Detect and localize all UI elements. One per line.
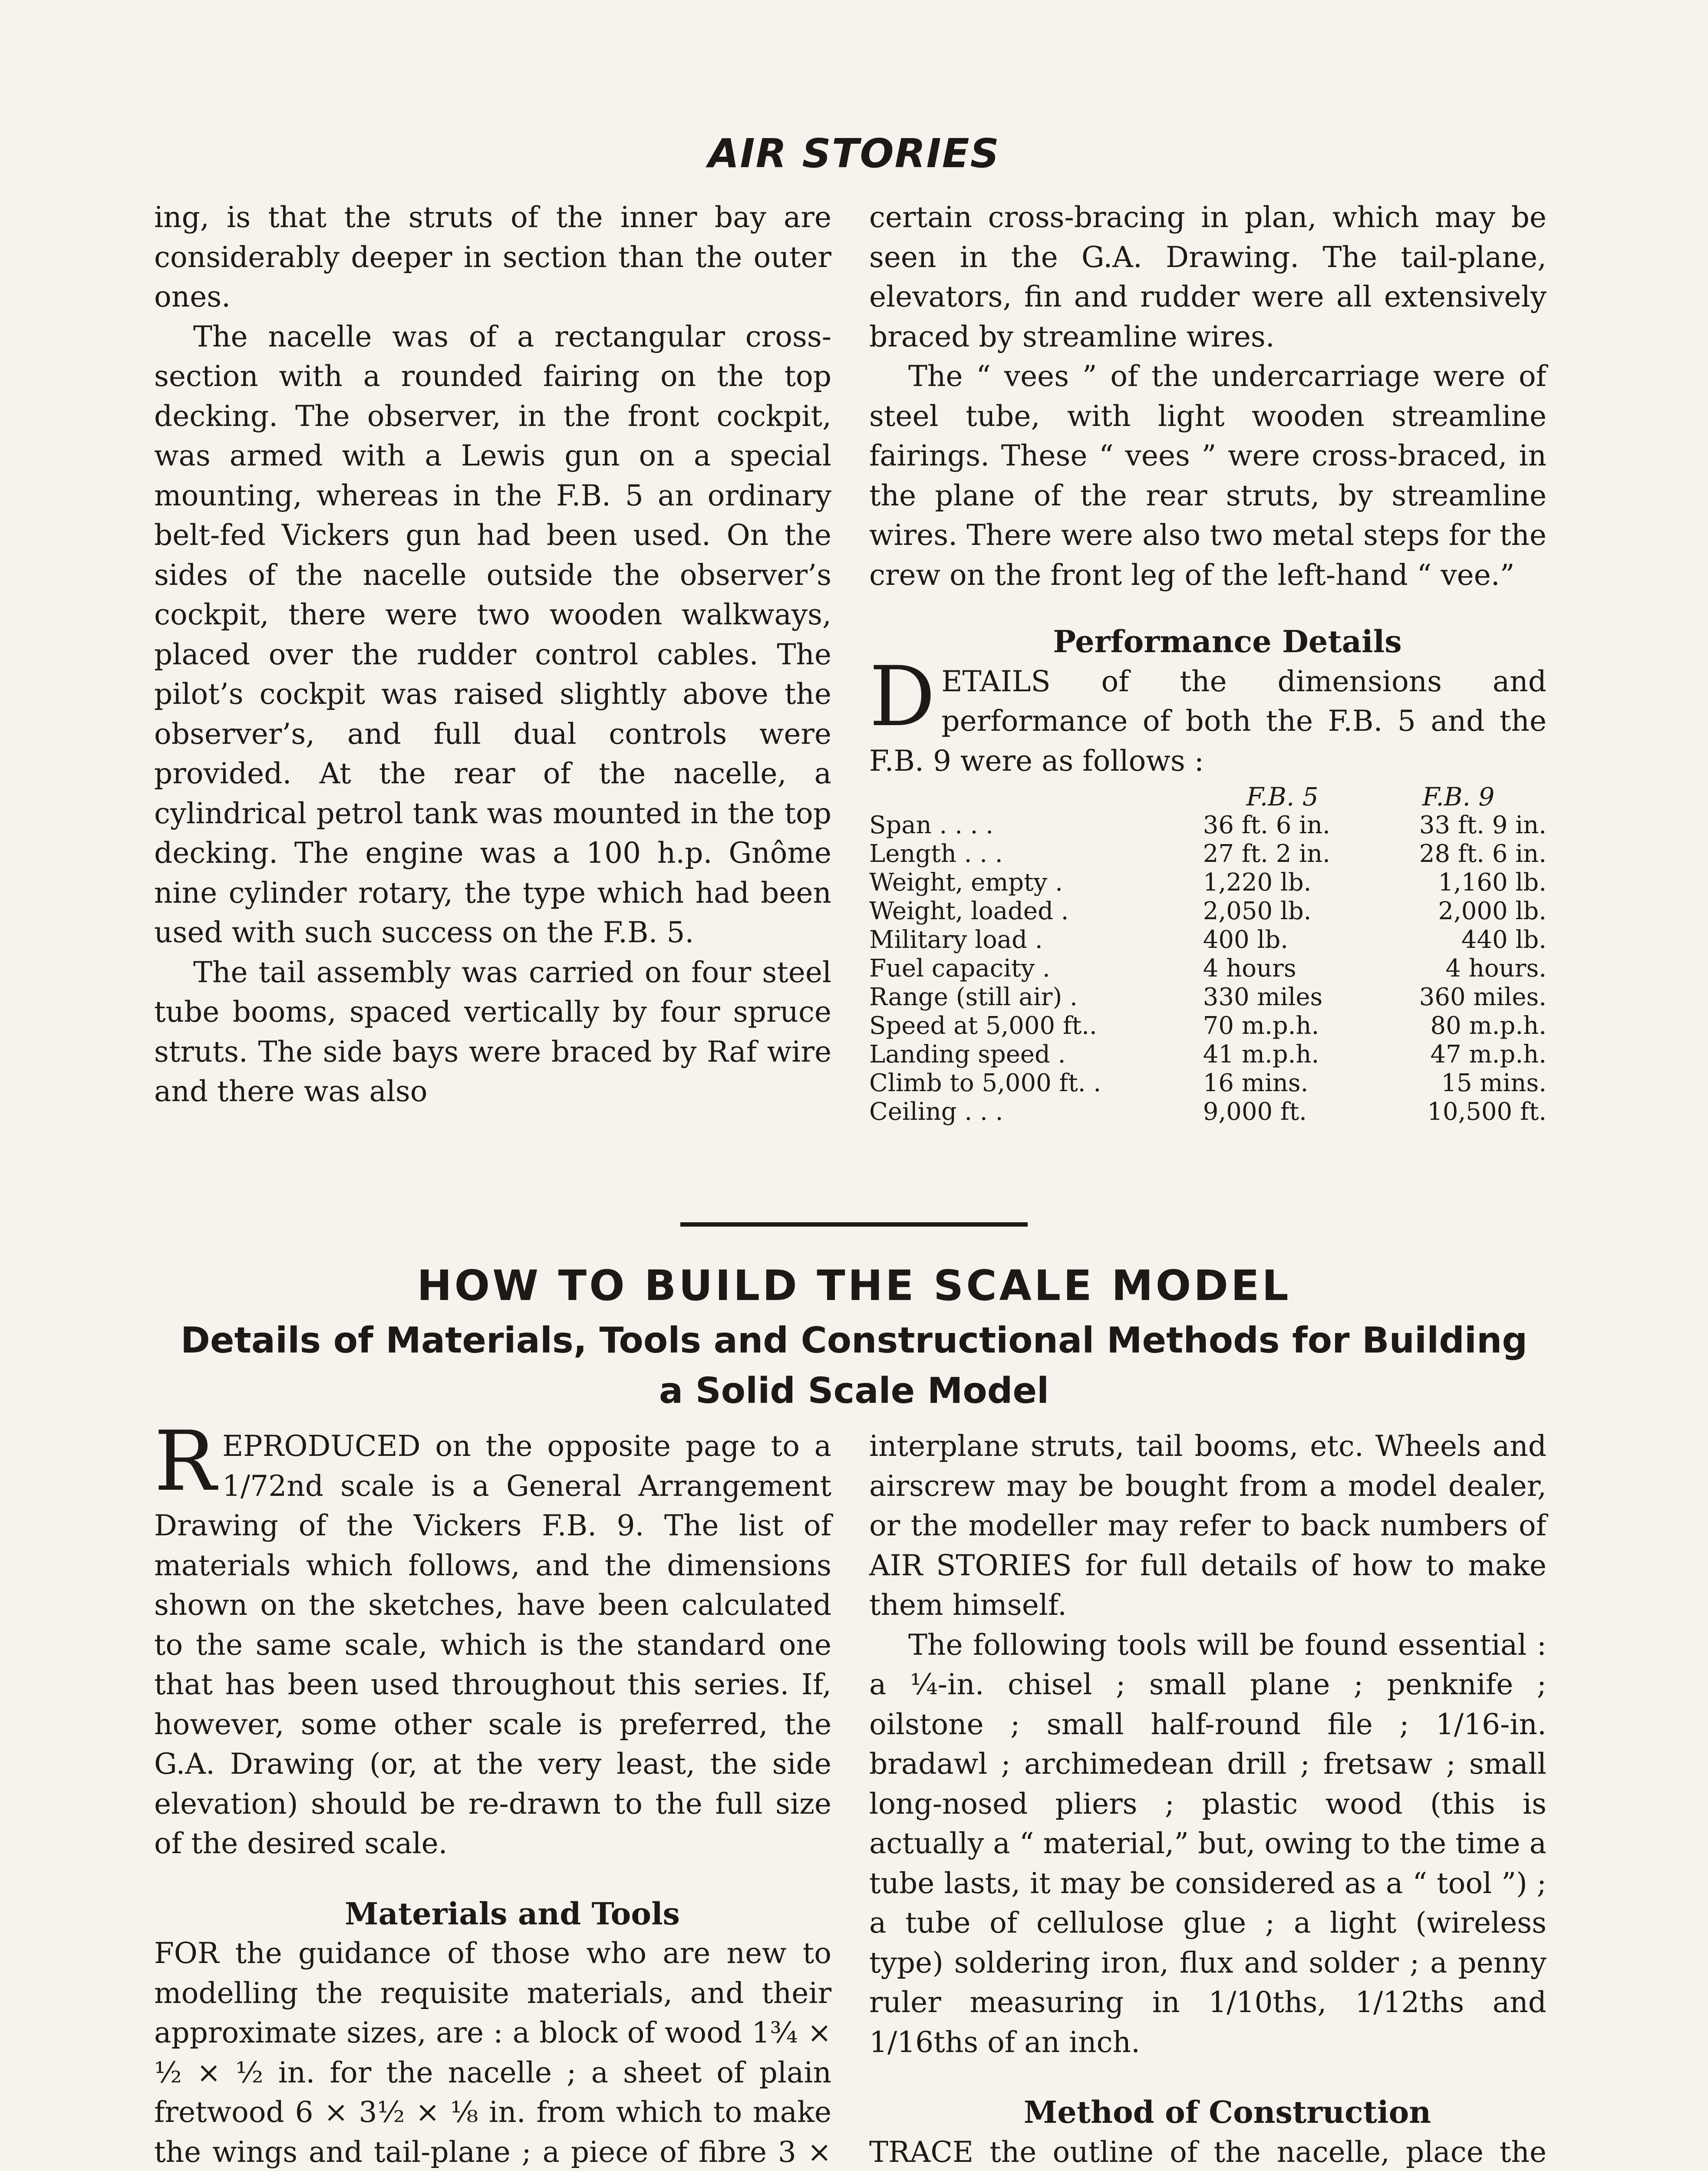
row-label: Weight, loaded . — [869, 897, 1069, 925]
table-row — [869, 1098, 1546, 1126]
performance-intro-text: ETAILS of the dimensions and performance of both the F.B. 5 and the F.B. 9 were as follows : — [869, 664, 1546, 778]
body-paragraph: certain cross-bracing in plan, which may be seen in the G.A. Drawing. The tail-plane, elevators, fin and rudder were all extensively braced by streamline wires. — [869, 201, 1546, 353]
bottom-right-column — [869, 1426, 1546, 2171]
drop-cap: R — [154, 1413, 217, 1509]
table-row — [869, 868, 1546, 897]
fb5-value: 27 ft. 2 in. — [1203, 840, 1330, 868]
row-label: Ceiling . . . — [869, 1098, 1003, 1126]
fb9-value: 80 m.p.h. — [1430, 1012, 1546, 1040]
table-row — [869, 954, 1546, 983]
fb5-value: 330 miles — [1203, 983, 1323, 1011]
table-header-fb5: F.B. 5 — [1246, 782, 1319, 812]
table-header-fb9: F.B. 9 — [1422, 782, 1495, 812]
top-left-column — [154, 198, 831, 1112]
drop-cap: D — [869, 648, 936, 745]
fb9-value: 4 hours. — [1445, 954, 1546, 983]
section-divider — [680, 1222, 1028, 1227]
fb9-value: 1,160 lb. — [1438, 868, 1546, 897]
table-row — [869, 983, 1546, 1012]
row-label: Climb to 5,000 ft. . — [869, 1069, 1101, 1097]
row-label: Landing speed . — [869, 1040, 1066, 1069]
bottom-left-column — [154, 1413, 831, 2171]
table-row — [869, 926, 1546, 954]
fb9-value: 440 lb. — [1461, 926, 1546, 954]
row-label: Length . . . — [869, 840, 1003, 868]
running-head: AIR STORIES — [708, 130, 1000, 177]
section-title: HOW TO BUILD THE SCALE MODEL — [417, 1261, 1291, 1310]
fb5-value: 400 lb. — [1203, 926, 1289, 954]
section-subtitle: Details of Materials, Tools and Constructional Methods for Building a Solid Scale Model — [180, 1320, 1528, 1412]
table-row — [869, 811, 1546, 840]
body-paragraph: The tail assembly was carried on four steel tube booms, spaced vertically by four spruce struts. The side bays were braced by Raf wire and there was also — [154, 955, 831, 1108]
top-right-column — [869, 198, 1546, 1126]
table-row — [869, 897, 1546, 926]
fb5-value: 4 hours — [1203, 954, 1296, 983]
fb5-value: 36 ft. 6 in. — [1203, 811, 1330, 839]
table-row — [869, 1012, 1546, 1040]
performance-heading: Performance Details — [1053, 624, 1402, 660]
fb9-value: 2,000 lb. — [1438, 897, 1546, 925]
table-row — [869, 840, 1546, 868]
row-label: Range (still air) . — [869, 983, 1078, 1011]
fb5-value: 41 m.p.h. — [1203, 1040, 1319, 1069]
intro-text: EPRODUCED on the opposite page to a 1/72nd scale is a General Arrangement Drawing of the Vickers F.B. 9. The list of materials which follows, and the dimensions shown on the sketches, have been calculated to the same scale, which is the standard one that has been used throughout this series. If, however, some other scale is preferred, the G.A. Drawing (or, at the very least, the side elevation) should be re-drawn to the full size of the desired scale. — [154, 1429, 831, 1860]
table-row — [869, 1040, 1546, 1069]
fb5-value: 70 m.p.h. — [1203, 1012, 1319, 1040]
materials-heading: Materials and Tools — [345, 1895, 680, 1932]
row-label: Weight, empty . — [869, 868, 1063, 897]
tools-paragraph: The following tools will be found essential : a ¼-in. chisel ; small plane ; penknife ; oilstone ; small half-round file ; 1/16-in. bradawl ; archimedean drill ; fretsaw ; small long-nosed pliers ; plastic wood (this is actually a “ material,” but, owing to the time a tube lasts, it may be considered as a “ tool ”) ; a tube of cellulose glue ; a light (wireless type) soldering iron, flux and solder ; a penny ruler measuring in 1/10ths, 1/12ths and 1/16ths of an inch. — [869, 1628, 1546, 2059]
body-paragraph: ing, is that the struts of the inner bay are considerably deeper in section than the outer ones. — [154, 201, 831, 313]
fb5-value: 1,220 lb. — [1203, 868, 1312, 897]
fb9-value: 15 mins. — [1441, 1069, 1546, 1097]
fb9-value: 47 m.p.h. — [1430, 1040, 1546, 1069]
body-paragraph: The nacelle was of a rectangular cross-section with a rounded fairing on the top decking. The observer, in the front cockpit, was armed with a Lewis gun on a special mounting, whereas in the F.B. 5 an ordinary belt-fed Vickers gun had been used. On the sides of the nacelle outside the observer’s cockpit, there were two wooden walkways, placed over the rudder control cables. The pilot’s cockpit was raised slightly above the observer’s, and full dual controls were provided. At the rear of the nacelle, a cylindrical petrol tank was mounted in the top decking. The engine was a 100 h.p. Gnôme nine cylinder rotary, the type which had been used with such success on the F.B. 5. — [154, 320, 831, 949]
fb5-value: 9,000 ft. — [1203, 1098, 1307, 1126]
fb9-value: 28 ft. 6 in. — [1419, 840, 1546, 868]
performance-intro — [869, 648, 1546, 781]
intro-paragraph — [154, 1413, 831, 1864]
fb5-value: 16 mins. — [1203, 1069, 1309, 1097]
materials-paragraph: FOR the guidance of those who are new to modelling the requisite materials, and their approximate sizes, are : a block of wood 1¾ × ½ × ½ in. for the nacelle ; a sheet of plain fretwood 6 × 3½ × ⅛ in. from which to make the wings and tail-plane ; a piece of fibre 3 × — [154, 1937, 831, 2169]
body-paragraph: The “ vees ” of the undercarriage were of steel tube, with light wooden streamline fairings. These “ vees ” were cross-braced, in the plane of the rear struts, by streamline wires. There were also two metal steps for the crew on the front leg of the left-hand “ vee.” — [869, 360, 1546, 592]
fb9-value: 10,500 ft. — [1427, 1098, 1546, 1126]
method-heading: Method of Construction — [1023, 2094, 1431, 2130]
fb9-value: 33 ft. 9 in. — [1419, 811, 1546, 839]
row-label: Fuel capacity . — [869, 954, 1050, 983]
table-header-blank — [869, 782, 1194, 811]
fb9-value: 360 miles. — [1419, 983, 1546, 1011]
row-label: Span . . . . — [869, 811, 994, 839]
method-paragraph: TRACE the outline of the nacelle, place the — [869, 2135, 1546, 2169]
table-row — [869, 1069, 1546, 1098]
row-label: Military load . — [869, 926, 1043, 954]
body-paragraph: interplane struts, tail booms, etc. Wheels and airscrew may be bought from a model dealer, or the modeller may refer to back numbers of AIR STORIES for full details of how to make them himself. — [869, 1429, 1546, 1622]
fb5-value: 2,050 lb. — [1203, 897, 1312, 925]
performance-table — [869, 782, 1546, 1126]
row-label: Speed at 5,000 ft.. — [869, 1012, 1097, 1040]
